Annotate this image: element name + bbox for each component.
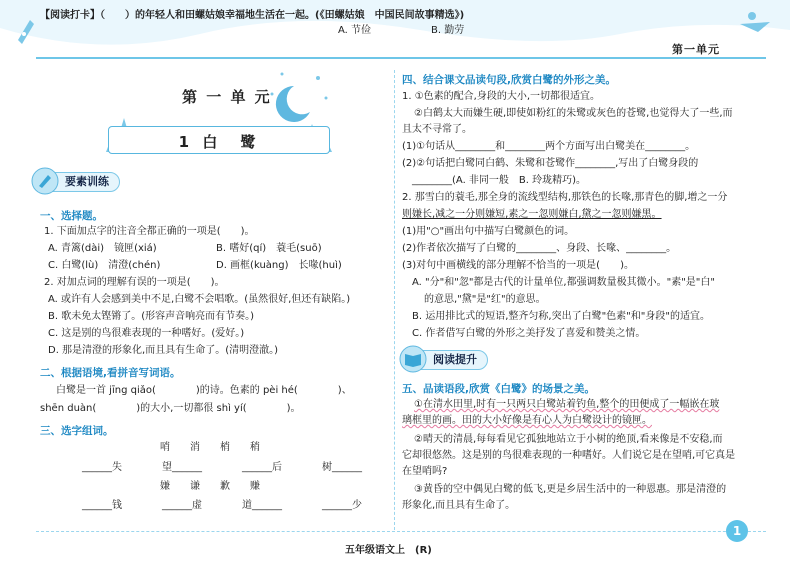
s5-para3a: ③黄昏的空中偶见白鹭的低飞,更是乡居生活中的一种恩惠。那是清澄的 xyxy=(414,484,727,495)
section-5-title: 五、品读语段,欣赏《白鹭》的场景之美。 xyxy=(402,383,595,395)
ribbon-label: 阅读提升 xyxy=(433,353,477,366)
s4-q1-fill-1: (1)①句话从________和________两个方面写出白鹭美在________。 xyxy=(402,141,696,152)
s5-para2a: ②晴天的清晨,每每看见它孤独地站立于小树的绝顶,看来像是不安稳,而 xyxy=(414,434,723,445)
pinyin-line-1: 白鹭是一首 jīng qiǎo( )的诗。色素的 pèi hé( )、 xyxy=(56,385,352,396)
s4-q2-option-a2: 的意思,"黛"是"红"的意思。 xyxy=(424,294,546,305)
question-2: 2. 对加点词的理解有误的一项是( )。 xyxy=(44,277,225,288)
s5-para2c: 在望哨吗? xyxy=(402,466,448,477)
book-badge-icon xyxy=(398,344,428,374)
word-blanks-1: ______失 望______ ______后 树______ xyxy=(82,462,362,473)
section-3-title: 三、选字组词。 xyxy=(40,425,114,437)
footer-text: 五年级语文上 (R) xyxy=(345,545,432,556)
unit-tag: 第一单元 xyxy=(672,43,720,56)
word-blanks-2: ______钱 ______虚 道______ ______少 xyxy=(82,500,362,511)
reading-checkin-options: A. 节俭 B. 勤劳 xyxy=(338,25,465,36)
q1-option-d: D. 画框(kuàng) 长喙(huì) xyxy=(216,260,342,271)
s4-q1-fill-2: (2)②句话把白鹭同白鹤、朱鹭和苍鹭作________,写出了白鹭身段的 xyxy=(402,158,699,169)
s4-q2-fill-3: (3)对句中画横线的部分理解不恰当的一项是( )。 xyxy=(402,260,634,271)
q2-option-a: A. 或许有人会感到美中不足,白鹭不会唱歌。(虽然很好,但还有缺陷。) xyxy=(48,294,351,305)
q1-option-c: C. 白鹭(lù) 清澄(chén) xyxy=(48,260,161,271)
q2-option-b: B. 歌未免太铿锵了。(形容声音响亮而有节奏。) xyxy=(48,311,255,322)
section-1-title: 一、选择题。 xyxy=(40,210,103,222)
s4-q2-fill-1: (1)用"○"画出句中描写白鹭颜色的词。 xyxy=(402,226,575,237)
s5-para1b: 璃框里的画。田的大小好像是有心人为白鹭设计的镜匣。 xyxy=(402,415,652,426)
s4-q1-fill-2b: ________(A. 非同一般 B. 玲珑精巧)。 xyxy=(412,175,587,186)
header-divider xyxy=(36,57,766,59)
s5-para3b: 形象化,而且具有生命了。 xyxy=(402,500,516,511)
section-2-title: 二、根据语境,看拼音写词语。 xyxy=(40,367,181,379)
s5-para1a: ①在清水田里,时有一只两只白鹭站着钓鱼,整个的田便成了一幅嵌在玻 xyxy=(414,399,720,410)
ribbon-label: 要素训练 xyxy=(65,175,109,188)
question-1: 1. 下面加点字的注音全都正确的一项是( )。 xyxy=(44,226,255,237)
pinyin-line-2: shēn duàn( )的大小,一切都很 shì yí( )。 xyxy=(40,403,301,414)
s5-para2b: 它却很悠然。这是别的鸟很难表现的一种嗜好。人们说它是在望哨,可它真是 xyxy=(402,450,736,461)
s4-q2-option-c: C. 作者借写白鹭的外形之美抒发了喜爱和赞美之情。 xyxy=(412,328,646,339)
page-number: 1 xyxy=(726,520,748,542)
s4-q2-text-b: 则嫌长,减之一分则嫌短,素之一忽则嫌白,黛之一忽则嫌黑。 xyxy=(402,209,662,220)
rocket-badge-icon xyxy=(30,166,60,196)
reading-checkin: 【阅读打卡】（ ）的年轻人和田螺姑娘幸福地生活在一起。(《田螺姑娘 中国民间故事精选》) xyxy=(40,10,465,21)
s4-q2-text-a: 2. 那雪白的蓑毛,那全身的流线型结构,那铁色的长喙,那青色的脚,增之一分 xyxy=(402,192,728,203)
q2-option-c: C. 这是别的鸟很难表现的一种嗜好。(爱好。) xyxy=(48,328,245,339)
q1-option-b: B. 嗜好(qí) 蓑毛(suō) xyxy=(216,243,322,254)
s4-q1-para2a: ②白鹤太大而嫌生硬,即使如粉红的朱鹭或灰色的苍鹭,也觉得大了一些,而 xyxy=(414,108,733,119)
s4-q1-para2b: 且太不寻常了。 xyxy=(402,124,472,135)
footer-divider xyxy=(36,531,766,532)
char-options-1: 哨 消 梢 稍 xyxy=(160,442,260,453)
s4-q2-option-b: B. 运用排比式的短语,整齐匀称,突出了白鹭"色素"和"身段"的适宜。 xyxy=(412,311,710,322)
crescent-moon-icon xyxy=(276,86,310,122)
unit-title: 第 一 单 元 xyxy=(182,88,272,106)
section-4-title: 四、结合课文品读句段,欣赏白鹭的外形之美。 xyxy=(402,74,616,86)
q2-option-d: D. 那是清澄的形象化,而且具有生命了。(清明澄澈。) xyxy=(48,345,279,356)
column-divider xyxy=(394,70,395,530)
s4-q2-option-a: A. "分"和"忽"都是古代的计量单位,都强调数量极其微小。"素"是"白" xyxy=(412,277,715,288)
lesson-title: 1 白 鹭 xyxy=(178,133,260,151)
char-options-2: 嫌 谦 歉 赚 xyxy=(160,481,260,492)
s4-q1: 1. ①色素的配合,身段的大小,一切都很适宜。 xyxy=(402,91,601,102)
s4-q2-fill-2: (2)作者依次描写了白鹭的________、身段、长喙、________。 xyxy=(402,243,677,254)
q1-option-a: A. 青篱(dài) 镜匣(xiá) xyxy=(48,243,157,254)
